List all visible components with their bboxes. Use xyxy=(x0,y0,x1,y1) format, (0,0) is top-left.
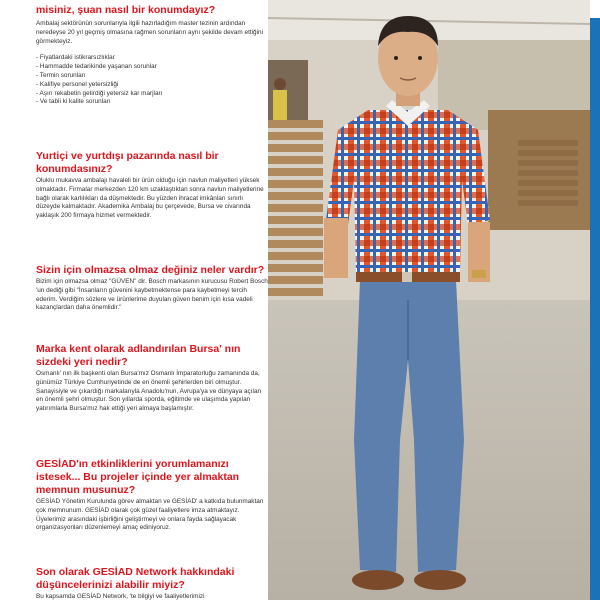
qa-section-5 xyxy=(36,458,268,533)
qa-section-3 xyxy=(36,264,268,313)
bullet-item: - Termin sorunları xyxy=(36,71,86,79)
answer-paragraph: Oluklu mukavva ambalajı havaleli bir ürün olduğu için navlun maliyetleri yüksek olmaktadır. Firmalar merkezden 120 km uzaklaştıktan sonra navlun maliyetlerine bağlı olarak karlılıkları da düşmektedir. Bu yüzden ihracat imkânları sınırlı düzeyde kalmaktadır. Akademika Ambalaj bu çerçevede, Bursa ve civarında yaklaşık 200 firmaya hizmet vermektedir. xyxy=(36,177,264,220)
question-heading: misiniz, şuan nasıl bir konumdayız? xyxy=(36,4,216,16)
answer-paragraph: Bu kapsamda GESİAD Network, 'te bilgiyi ve faaliyetlerimizi xyxy=(36,593,205,600)
question-heading: Son olarak GESİAD Network hakkındaki düşüncelerinizi alabilir miyiz? xyxy=(36,566,235,591)
question-heading: GESİAD'ın etkinliklerini yorumlamanızı istesek... Bu projeler içinde yer almaktan memnun musunuz? xyxy=(36,458,240,496)
qa-section-1 xyxy=(36,4,268,107)
answer-paragraph: Bizim için olmazsa olmaz "GÜVEN" dir. Bosch markasının kurucusu Robert Bosch 'un dediği gibi "İnsanların güvenini kaybetmektense para kaybetmeyi tercih ederim. Verdiğim sözlere ve ürünlerime duyulan güven benim için kısa vadeli kazançlardan daha önemlidir." xyxy=(36,278,268,312)
answer-paragraph: Osmanlı' nın ilk başkenti olan Bursa'mız Osmanlı İmparatorluğu zamanında da, günümüz Türkiye Cumhuriyetinde de en önemli şehirlerden biri olmuştur. Sanayisiyle ve çıkardığı markalarıyla Anadolu'nun, Avrupa'ya ve dünyaya açılan en önemli şehri olmuştur. Son yıllarda sporda, eğitimde ve ulaşımda yapılan yatırımlarla Bursa'mız hak ettiği yeri almaya başlamıştır. xyxy=(36,370,262,413)
answer-paragraph: GESİAD Yönetim Kurulunda görev almaktan ve GESİAD' a katkıda bulunmaktan çok memnunum. GESİAD olarak çok güzel faaliyetlere imza atmaktayız. Üyelerimiz arasındaki işbirliğini geliştirmeyi ve onlara fayda sağlayacak organizasyonları düzenlemeyi amaç ediniyoruz. xyxy=(36,498,264,532)
qa-section-6 xyxy=(36,566,268,600)
qa-section-2 xyxy=(36,150,268,221)
question-heading: Marka kent olarak adlandırılan Bursa' nın sizdeki yeri nedir? xyxy=(36,343,241,368)
bullet-item: - Hammadde tedarikinde yaşanan sorunlar xyxy=(36,63,157,71)
bullet-item: - Kalifiye personel yetersizliği xyxy=(36,80,119,88)
portrait-photo xyxy=(268,0,590,600)
accent-side-bar xyxy=(590,0,600,600)
factory-portrait-illustration xyxy=(268,0,590,600)
qa-section-4 xyxy=(36,343,268,414)
bullet-item: - Ve tabii ki kalite sorunları xyxy=(36,98,111,106)
accent-bar-top-gap xyxy=(590,0,600,18)
question-heading: Sizin için olmazsa olmaz değiniz neler vardır? xyxy=(36,264,265,276)
bullet-item: - Fiyatlardaki istikrarsızlıklar xyxy=(36,54,115,62)
article-text-column xyxy=(36,0,268,600)
bullet-list xyxy=(36,54,268,107)
bullet-item: - Aşırı rekabetin getirdiği yetersiz kar marjları xyxy=(36,89,163,97)
question-heading: Yurtiçi ve yurtdışı pazarında nasıl bir konumdasınız? xyxy=(36,150,219,175)
answer-paragraph: Ambalaj sektörünün sorunlarıyla ilgili hazırladığım master tezinin ardından neredeyse 20 yıl geçmiş olmasına rağmen sorunların aynı şekilde devam ettiğini görmekteyiz. xyxy=(36,20,263,45)
